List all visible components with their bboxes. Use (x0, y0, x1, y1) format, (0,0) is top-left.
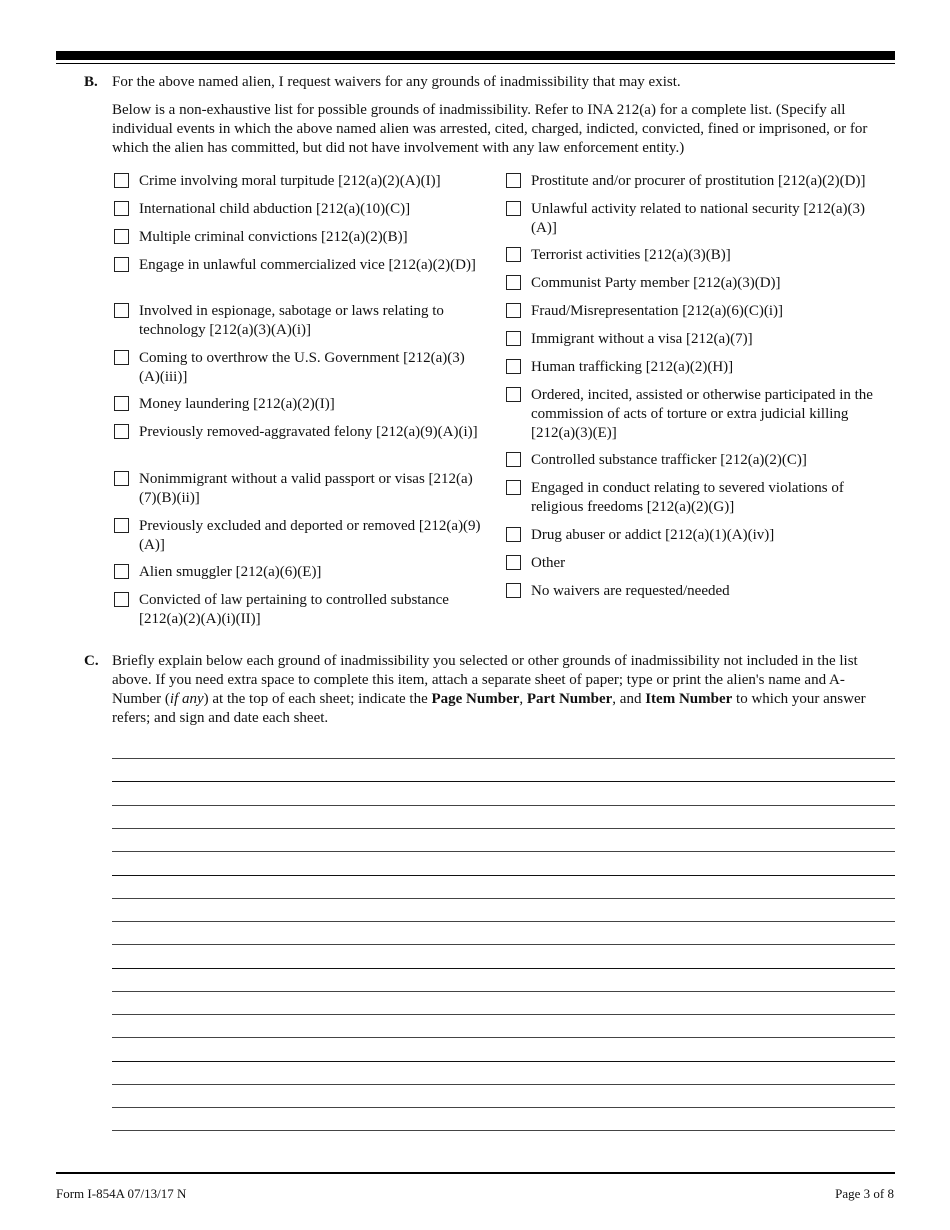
part-number-term: Part Number (526, 691, 613, 707)
checkbox-label: Prostitute and/or procurer of prostitution [212(a)(2)(D)] (531, 173, 866, 189)
checkbox-item[interactable] (114, 349, 484, 387)
section-c-instructions (112, 652, 887, 728)
checkbox-label: Controlled substance trafficker [212(a)(2)(C)] (531, 452, 807, 468)
checkbox[interactable] (506, 452, 521, 467)
section-b-label: B. (84, 74, 98, 90)
writing-line[interactable] (112, 1130, 895, 1131)
checkbox-label: Engaged in conduct relating to severed violations of religious freedoms [212(a)(2)(G)] (531, 480, 844, 515)
checkbox[interactable] (114, 424, 129, 439)
checkbox[interactable] (114, 471, 129, 486)
page-number-term: Page Number (431, 691, 520, 707)
writing-line[interactable] (112, 758, 895, 759)
checkbox-item[interactable] (506, 246, 876, 265)
checkbox-label: Involved in espionage, sabotage or laws relating to technology [212(a)(3)(A)(i)] (139, 303, 444, 338)
writing-line[interactable] (112, 1014, 895, 1015)
form-id: Form I-854A 07/13/17 N (56, 1186, 187, 1201)
checkbox[interactable] (506, 201, 521, 216)
checkbox[interactable] (506, 173, 521, 188)
writing-line[interactable] (112, 898, 895, 899)
checkbox-label: Alien smuggler [212(a)(6)(E)] (139, 564, 322, 580)
checkbox[interactable] (114, 396, 129, 411)
checkbox[interactable] (506, 331, 521, 346)
checkbox-label: International child abduction [212(a)(10)(C)] (139, 201, 411, 217)
checkbox-label: Drug abuser or addict [212(a)(1)(A)(iv)] (531, 527, 775, 543)
checkbox[interactable] (114, 518, 129, 533)
checkbox-label: Previously excluded and deported or removed [212(a)(9)(A)] (139, 518, 481, 553)
writing-line[interactable] (112, 851, 895, 852)
writing-line[interactable] (112, 1107, 895, 1108)
section-c-sep-1: , (519, 691, 527, 707)
checkbox-item[interactable] (506, 358, 876, 377)
checkbox-item[interactable] (506, 302, 876, 321)
section-b-description: Below is a non-exhaustive list for possible grounds of inadmissibility. Refer to INA 212(a) for a complete list. (Specify all individual events in which the above named alien was arrested, cited, charged, indicted, convicted, fined or imprisoned, or for which the alien has committed, but did not have involvement with any law enforcement entity.) (112, 102, 868, 156)
checkbox[interactable] (506, 583, 521, 598)
checkbox-label: Terrorist activities [212(a)(3)(B)] (531, 247, 731, 263)
checkbox-item[interactable] (506, 451, 876, 470)
header-bar (56, 51, 895, 60)
checkbox[interactable] (114, 303, 129, 318)
checkbox-label: Other (531, 555, 566, 571)
header-rule (56, 63, 895, 64)
checkbox-label: Crime involving moral turpitude [212(a)(2)(A)(I)] (139, 173, 441, 189)
section-c-text-2: ) at the top of each sheet; indicate the (203, 691, 432, 707)
checkbox-item[interactable] (506, 554, 876, 573)
checkbox-label: Immigrant without a visa [212(a)(7)] (531, 331, 753, 347)
section-c-label: C. (84, 653, 99, 669)
checkbox-item[interactable] (506, 582, 876, 601)
checkbox-label: Unlawful activity related to national security [212(a)(3)(A)] (531, 201, 866, 236)
checkbox[interactable] (506, 555, 521, 570)
writing-line[interactable] (112, 1061, 895, 1062)
writing-line[interactable] (112, 968, 895, 969)
section-c-sep-2: , and (612, 691, 646, 707)
section-b-intro: For the above named alien, I request waivers for any grounds of inadmissibility that may exist. (112, 74, 681, 90)
checkbox[interactable] (506, 275, 521, 290)
writing-line[interactable] (112, 944, 895, 945)
writing-line[interactable] (112, 991, 895, 992)
checkbox-item[interactable] (114, 395, 484, 414)
checkbox-item[interactable] (506, 386, 876, 443)
checkbox[interactable] (506, 480, 521, 495)
checkbox-label: Multiple criminal convictions [212(a)(2)(B)] (139, 229, 408, 245)
writing-line[interactable] (112, 921, 895, 922)
checkbox[interactable] (114, 229, 129, 244)
checkbox-item[interactable] (506, 526, 876, 545)
writing-line[interactable] (112, 1037, 895, 1038)
checkbox-label: Previously removed-aggravated felony [212(a)(9)(A)(i)] (139, 424, 478, 440)
checkbox-label: Engage in unlawful commercialized vice [212(a)(2)(D)] (139, 257, 476, 273)
checkbox-item[interactable] (506, 172, 876, 191)
checkbox-item[interactable] (506, 274, 876, 293)
checkbox-item[interactable] (114, 302, 484, 340)
item-number-term: Item Number (645, 691, 733, 707)
checkbox-item[interactable] (506, 330, 876, 349)
checkbox-item[interactable] (114, 200, 484, 219)
checkbox-label: Nonimmigrant without a valid passport or visas [212(a)(7)(B)(ii)] (139, 471, 473, 506)
checkbox-item[interactable] (506, 479, 876, 517)
writing-line[interactable] (112, 828, 895, 829)
checkbox-label: Human trafficking [212(a)(2)(H)] (531, 359, 734, 375)
section-c-text-3: to which your answer refers; and sign and date each sheet. (112, 691, 866, 726)
checkbox-item[interactable] (114, 563, 484, 582)
checkbox[interactable] (506, 387, 521, 402)
checkbox[interactable] (114, 592, 129, 607)
checkbox-label: Convicted of law pertaining to controlled substance [212(a)(2)(A)(i)(II)] (139, 592, 449, 627)
checkbox-item[interactable] (114, 591, 484, 629)
checkbox-label: No waivers are requested/needed (531, 583, 730, 599)
writing-line[interactable] (112, 1084, 895, 1085)
section-c-text-1: Briefly explain below each ground of inadmissibility you selected or other grounds of inadmissibility not included in the list above. If you need extra space to complete this item, attach a separate sheet of paper; type or print the alien's name and A-Number ( (112, 653, 858, 707)
checkbox[interactable] (114, 173, 129, 188)
footer-rule (56, 1172, 895, 1174)
writing-line[interactable] (112, 875, 895, 876)
checkbox[interactable] (506, 359, 521, 374)
checkbox-item[interactable] (114, 517, 484, 555)
checkbox[interactable] (114, 257, 129, 272)
checkbox[interactable] (114, 201, 129, 216)
checkbox-label: Communist Party member [212(a)(3)(D)] (531, 275, 781, 291)
checkbox-item[interactable] (114, 470, 484, 508)
checkbox-label: Ordered, incited, assisted or otherwise participated in the commission of acts of torture or extra judicial killing [212(a)(3)(E)] (531, 387, 873, 441)
checkbox-label: Money laundering [212(a)(2)(I)] (139, 396, 335, 412)
checkbox-item[interactable] (114, 256, 484, 275)
page-number: Page 3 of 8 (835, 1186, 894, 1201)
writing-line[interactable] (112, 805, 895, 806)
checkbox[interactable] (114, 564, 129, 579)
checkbox[interactable] (506, 303, 521, 318)
checkbox-label: Fraud/Misrepresentation [212(a)(6)(C)(i)] (531, 303, 783, 319)
checkbox-item[interactable] (114, 228, 484, 247)
section-c-if-any: if any (169, 691, 204, 707)
checkbox-item[interactable] (114, 423, 484, 442)
checkbox[interactable] (506, 247, 521, 262)
checkbox[interactable] (114, 350, 129, 365)
checkbox[interactable] (506, 527, 521, 542)
checkbox-item[interactable] (114, 172, 484, 191)
writing-line[interactable] (112, 781, 895, 782)
checkbox-item[interactable] (506, 200, 876, 238)
checkbox-label: Coming to overthrow the U.S. Government [212(a)(3)(A)(iii)] (139, 350, 465, 385)
